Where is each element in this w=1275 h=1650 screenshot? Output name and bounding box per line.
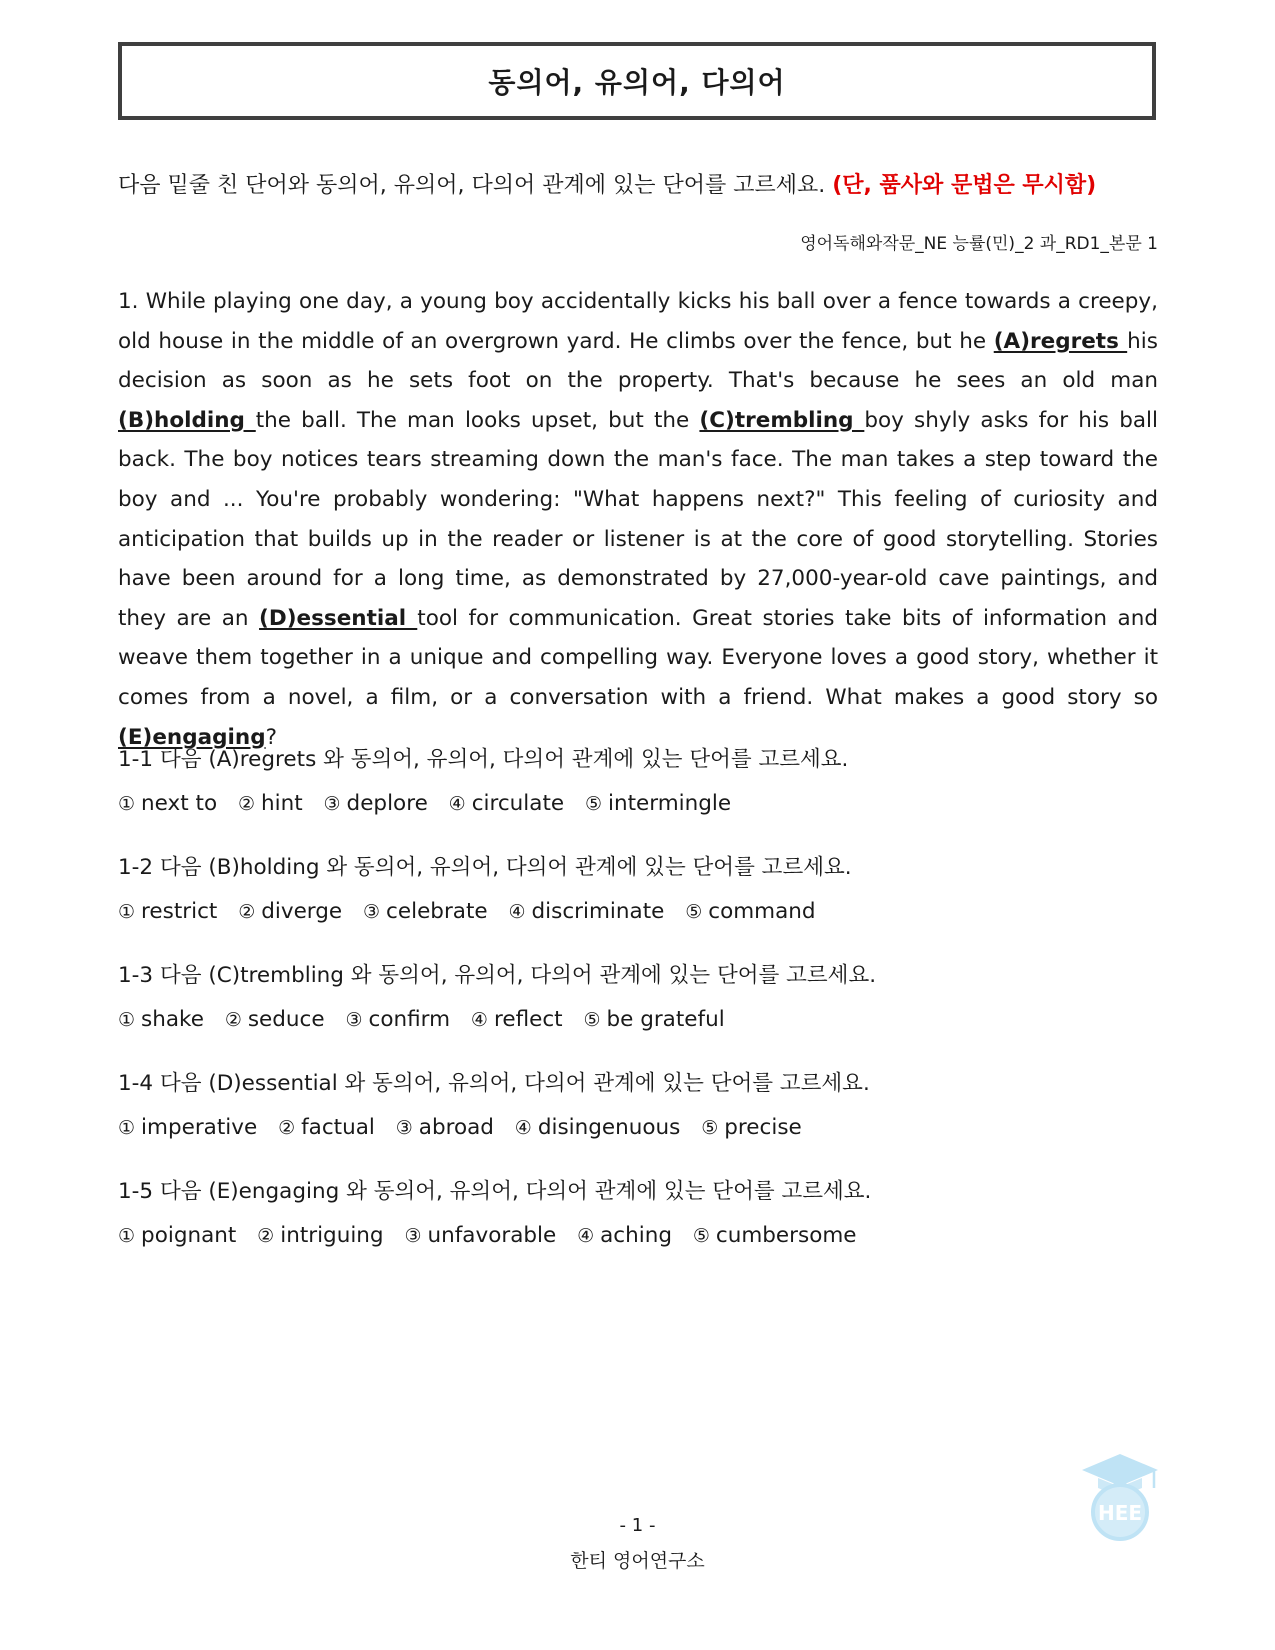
option-text: next to	[141, 791, 218, 816]
option[interactable]	[118, 1223, 236, 1248]
question	[118, 1177, 1158, 1251]
option-number: ③	[404, 1225, 422, 1247]
underlined-word-b: (B)holding	[118, 407, 256, 433]
question-stem: 1-2 다음 (B)holding 와 동의어, 유의어, 다의어 관계에 있는 단어를 고르세요.	[118, 855, 852, 880]
passage-text: his decision as soon as he sets foot on the property. That's because he sees an old man	[118, 328, 1158, 394]
instruction-text: 다음 밑줄 친 단어와 동의어, 유의어, 다의어 관계에 있는 단어를 고르세요.	[118, 173, 833, 198]
page-number: - 1 -	[619, 1515, 656, 1536]
question-options	[118, 789, 1158, 819]
option-number: ①	[118, 1009, 136, 1031]
option-number: ④	[577, 1225, 595, 1247]
question-stem: 1-3 다음 (C)trembling 와 동의어, 유의어, 다의어 관계에 있는 단어를 고르세요.	[118, 963, 877, 988]
question-options	[118, 897, 1158, 927]
option-number: ⑤	[692, 1225, 710, 1247]
passage-text: 1. While playing one day, a young boy accidentally kicks his ball over a fence towards a creepy, old house in the middle of an overgrown yard. He climbs over the fence, but he	[118, 289, 1158, 354]
option-text: cumbersome	[715, 1223, 857, 1248]
option-number: ②	[278, 1117, 296, 1139]
option[interactable]	[585, 791, 731, 816]
option[interactable]	[515, 1115, 681, 1140]
option-text: command	[708, 899, 816, 924]
passage-text: boy shyly asks for his ball back. The boy notices tears streaming down the man's face. The man takes a step toward the boy and ... You're probably wondering: "What happens next?" This feeling of curiosity and anticipation that builds up in the reader or listener is at the core of good storytelling. Stories have been around for a long time, as demonstrated by 27,000-year-old cave paintings, and they are an	[118, 407, 1159, 631]
option-text: shake	[141, 1007, 204, 1032]
option-number: ②	[238, 901, 256, 923]
option-number: ③	[395, 1117, 413, 1139]
option-text: circulate	[471, 791, 565, 816]
source-label: 영어독해와작문_NE 능률(민)_2 과_RD1_본문 1	[800, 234, 1158, 254]
passage-text: tool for communication. Great stories take bits of information and weave them together in a unique and compelling way. Everyone loves a good story, whether it comes from a novel, a film, or a conversation with a friend. What makes a good story so	[118, 605, 1158, 710]
option[interactable]	[449, 791, 564, 816]
underlined-word-c: (C)trembling	[699, 407, 865, 433]
option-number: ③	[345, 1009, 363, 1031]
option-number: ⑤	[584, 793, 602, 815]
option-number: ⑤	[685, 901, 703, 923]
option-number: ④	[508, 901, 526, 923]
option-text: deplore	[346, 791, 428, 816]
option-text: intermingle	[608, 791, 732, 816]
option-text: discriminate	[531, 899, 665, 924]
option[interactable]	[577, 1223, 672, 1248]
option-number: ⑤	[701, 1117, 719, 1139]
underlined-word-e: (E)engaging	[118, 724, 266, 750]
option[interactable]	[345, 1007, 450, 1032]
instruction-note: (단, 품사와 문법은 무시함)	[832, 173, 1097, 198]
instruction	[118, 170, 1158, 202]
option-number: ④	[448, 793, 466, 815]
option[interactable]	[225, 1007, 325, 1032]
question	[118, 1069, 1158, 1143]
option[interactable]	[583, 1007, 724, 1032]
option-number: ③	[363, 901, 381, 923]
option-number: ①	[118, 901, 136, 923]
option[interactable]	[363, 899, 488, 924]
option[interactable]	[396, 1115, 494, 1140]
option-text: disingenuous	[537, 1115, 681, 1140]
passage-text: ?	[265, 724, 278, 750]
question-stem: 1-1 다음 (A)regrets 와 동의어, 유의어, 다의어 관계에 있는 단어를 고르세요.	[118, 747, 849, 772]
option-number: ⑤	[583, 1009, 601, 1031]
option-number: ①	[118, 793, 136, 815]
question-stem: 1-4 다음 (D)essential 와 동의어, 유의어, 다의어 관계에 있는 단어를 고르세요.	[118, 1071, 870, 1096]
option-text: hint	[261, 791, 303, 816]
option[interactable]	[238, 791, 303, 816]
option-number: ④	[470, 1009, 488, 1031]
option-text: poignant	[141, 1223, 237, 1248]
option[interactable]	[257, 1223, 383, 1248]
question-options	[118, 1113, 1158, 1143]
passage	[118, 282, 1158, 757]
option-text: precise	[724, 1115, 802, 1140]
question-options	[118, 1005, 1158, 1035]
option-text: intriguing	[280, 1223, 384, 1248]
option-text: reflect	[493, 1007, 563, 1032]
option-number: ②	[224, 1009, 242, 1031]
footer-institute: 한티 영어연구소	[570, 1550, 705, 1572]
logo-text: HEE	[1097, 1501, 1143, 1525]
option[interactable]	[471, 1007, 563, 1032]
option[interactable]	[278, 1115, 375, 1140]
option-text: confirm	[368, 1007, 451, 1032]
option[interactable]	[404, 1223, 556, 1248]
option-number: ④	[514, 1117, 532, 1139]
option-number: ①	[118, 1117, 136, 1139]
option-text: unfavorable	[427, 1223, 557, 1248]
option-text: seduce	[247, 1007, 325, 1032]
underlined-word-d: (D)essential	[259, 605, 418, 631]
question-stem: 1-5 다음 (E)engaging 와 동의어, 유의어, 다의어 관계에 있는 단어를 고르세요.	[118, 1179, 872, 1204]
passage-text: the ball. The man looks upset, but the	[255, 407, 700, 433]
option[interactable]	[685, 899, 815, 924]
option[interactable]	[118, 1115, 257, 1140]
question-options	[118, 1221, 1158, 1251]
question	[118, 853, 1158, 927]
option-text: factual	[301, 1115, 375, 1140]
option-text: abroad	[418, 1115, 494, 1140]
question	[118, 961, 1158, 1035]
question	[118, 745, 1158, 819]
option[interactable]	[693, 1223, 857, 1248]
underlined-word-a: (A)regrets	[993, 328, 1128, 354]
option-number: ①	[118, 1225, 136, 1247]
option[interactable]	[118, 899, 217, 924]
option-number: ②	[237, 793, 255, 815]
page-title: 동의어, 유의어, 다의어	[488, 66, 786, 99]
option-text: celebrate	[386, 899, 488, 924]
option-text: aching	[600, 1223, 672, 1248]
option-text: diverge	[261, 899, 343, 924]
option[interactable]	[118, 791, 217, 816]
option[interactable]	[701, 1115, 802, 1140]
option-text: imperative	[141, 1115, 258, 1140]
option-number: ③	[323, 793, 341, 815]
option-text: be grateful	[606, 1007, 725, 1032]
option-number: ②	[257, 1225, 275, 1247]
option[interactable]	[238, 899, 342, 924]
option[interactable]	[508, 899, 664, 924]
title-box	[118, 42, 1156, 120]
option[interactable]	[324, 791, 428, 816]
option-text: restrict	[141, 899, 218, 924]
option[interactable]	[118, 1007, 204, 1032]
